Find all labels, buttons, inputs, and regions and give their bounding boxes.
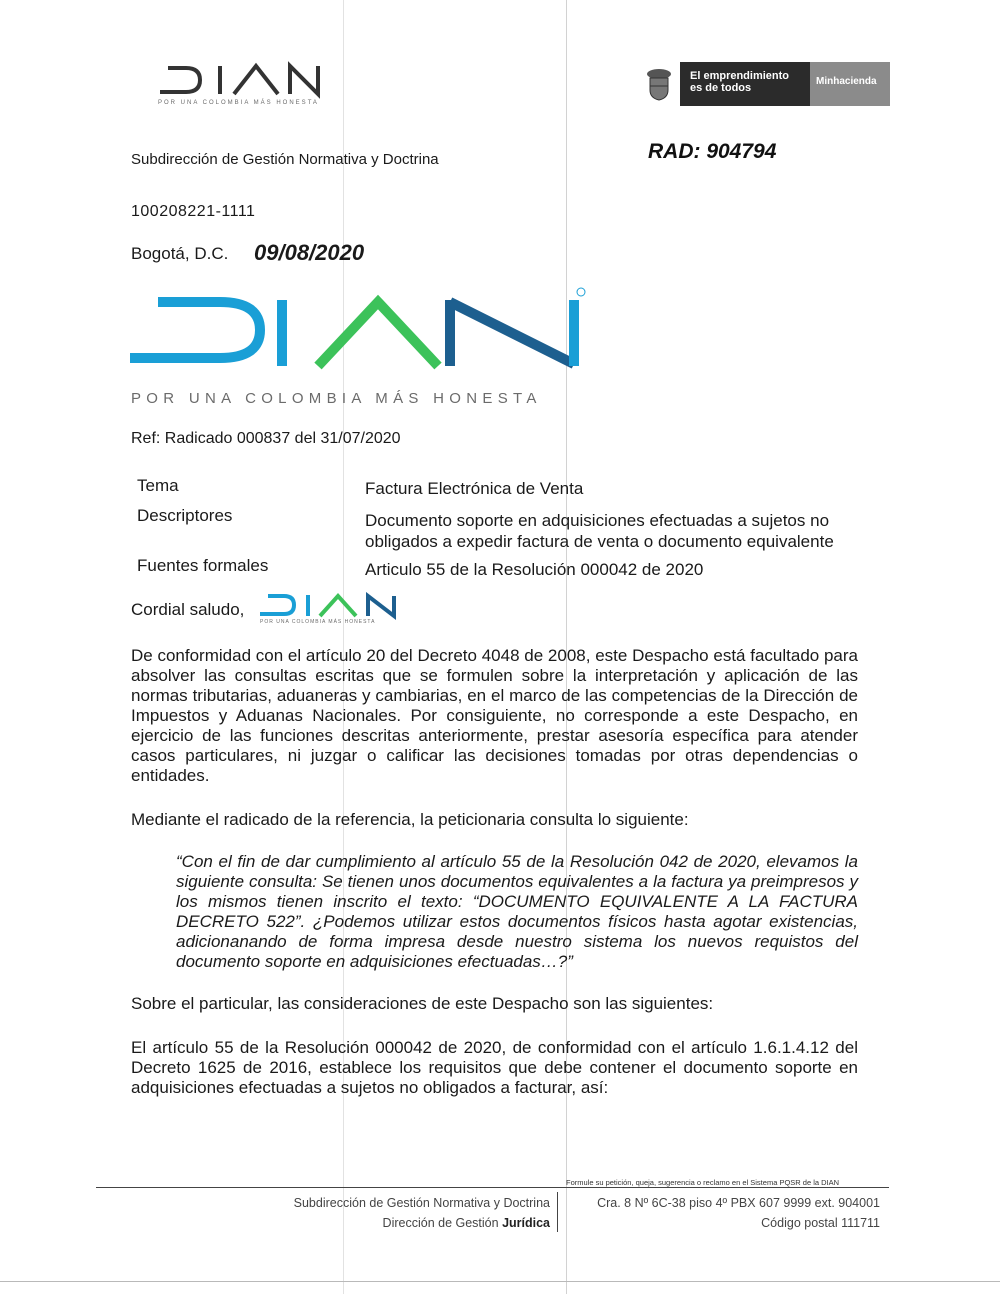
government-banner: [680, 62, 890, 106]
footer-office-prefix: Dirección de Gestión: [382, 1216, 499, 1230]
large-logo-tagline: POR UNA COLOMBIA MÁS HONESTA: [131, 390, 542, 407]
rad-number: RAD: 904794: [648, 140, 777, 163]
colombia-coat-of-arms-icon: [644, 66, 674, 102]
footer-office-line2: [294, 1213, 550, 1233]
paragraph-article-55: El artículo 55 de la Resolución 000042 de 2020, de conformidad con el artículo 1.6.1.4.12 del Decreto 1625 de 2016, establece los requisitos que debe contener el documento soporte en adquisiciones efectuadas a sujetos no obligados a facturar, así:: [131, 1038, 858, 1097]
meta-label-fuentes: Fuentes formales: [137, 556, 269, 575]
document-number: 100208221-1111: [131, 203, 256, 220]
footer-office-bold: Jurídica: [502, 1216, 550, 1230]
footer-office-line1: Subdirección de Gestión Normativa y Doctrina: [293, 1196, 550, 1210]
footer-address: Cra. 8 Nº 6C-38 piso 4º PBX 607 9999 ext. 904001: [597, 1196, 880, 1210]
footer-pqsr-note: Formule su petición, queja, sugerencia o reclamo en el Sistema PQSR de la DIAN: [566, 1178, 840, 1187]
dian-logo-large: [128, 286, 588, 386]
document-date: 09/08/2020: [254, 240, 365, 265]
footer-divider: [96, 1187, 889, 1188]
paragraph-considerations: Sobre el particular, las consideraciones de este Despacho son las siguientes:: [131, 994, 714, 1013]
slogan-line-1: El emprendimiento: [690, 70, 790, 82]
footer-postal-code: Código postal 111711: [761, 1216, 880, 1230]
meta-label-tema: Tema: [137, 476, 179, 495]
government-slogan: [680, 62, 810, 106]
city-label: Bogotá, D.C.: [131, 244, 229, 263]
ministry-label: Minhacienda: [810, 62, 890, 106]
meta-label-descriptores: Descriptores: [137, 506, 233, 525]
scan-artifact-line: [0, 1281, 1000, 1282]
small-logo-tagline: POR UNA COLOMBIA MÁS HONESTA: [158, 100, 319, 106]
quoted-consultation: “Con el fin de dar cumplimiento al artículo 55 de la Resolución 042 de 2020, elevamos la siguiente consulta: Se tienen unos documentos equivalentes a la factura ya preimpresos y los mismos tienen inscrito el texto: “DOCUMENTO EQUIVALENTE A LA FACTURA DECRETO 522”. ¿Podemos utilizar estos documentos físicos hasta agotar existencias, adicionanando de forma impresa desde nuestro sistema los nuevos requistos del documento soporte en adquisiciones efectuadas…?”: [176, 852, 858, 971]
footer-office: [294, 1193, 550, 1233]
slogan-line-2: es de todos: [690, 82, 752, 94]
paragraph-competence: De conformidad con el artículo 20 del Decreto 4048 de 2008, este Despacho está facultado para absolver las consultas escritas que se formulen sobre la interpretación y aplicación de las normas tributarias, aduaneras y cambiarias, en el marco de las competencias de la Dirección de Impuestos y Aduanas Nacionales. Por consiguiente, no corresponde a este Despacho, en ejercicio de las funciones descritas anteriormente, prestar asesoría específica para atender casos particulares, ni juzgar o calificar las decisiones tomadas por otras dependencias o entidades.: [131, 646, 858, 785]
paragraph-request-intro: Mediante el radicado de la referencia, la peticionaria consulta lo siguiente:: [131, 810, 689, 829]
mini-logo-tagline: POR UNA COLOMBIA MÁS HONESTA: [260, 619, 376, 625]
footer-separator: [557, 1192, 558, 1232]
meta-value-descriptores: Documento soporte en adquisiciones efectuadas a sujetos no obligados a expedir factura de venta o documento equivalente: [365, 511, 834, 551]
footer-contact: [597, 1193, 880, 1233]
greeting: Cordial saludo,: [131, 600, 245, 619]
reference-line: Ref: Radicado 000837 del 31/07/2020: [131, 430, 401, 447]
meta-value-fuentes: Articulo 55 de la Resolución 000042 de 2020: [365, 560, 704, 579]
meta-value-tema: Factura Electrónica de Venta: [365, 479, 584, 498]
subdirection-title: Subdirección de Gestión Normativa y Doctrina: [131, 151, 439, 168]
dian-logo-mini: [258, 592, 400, 622]
